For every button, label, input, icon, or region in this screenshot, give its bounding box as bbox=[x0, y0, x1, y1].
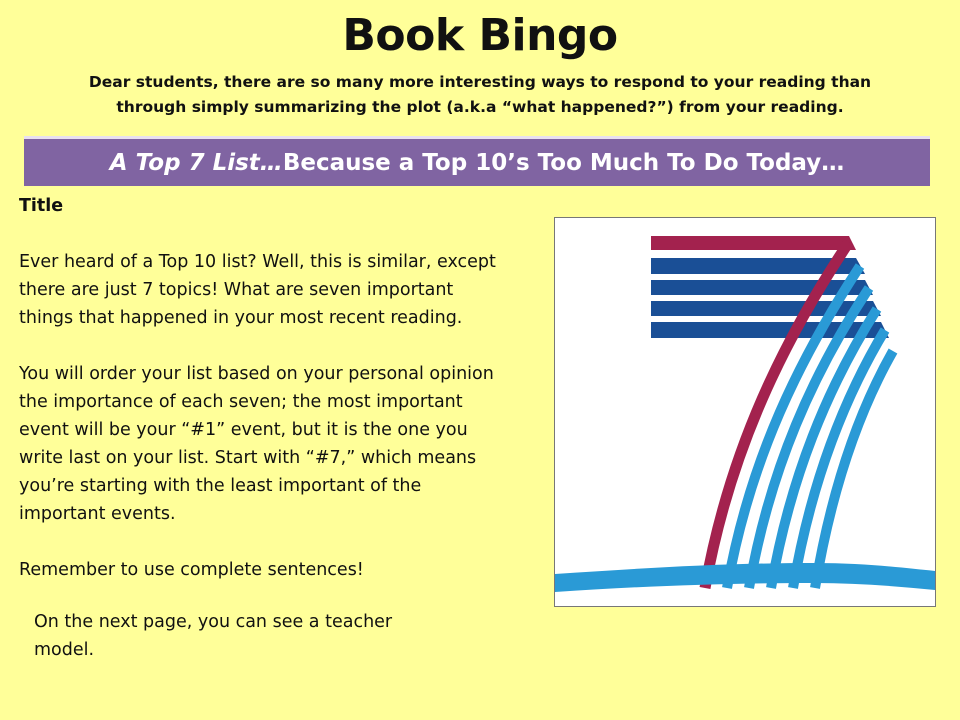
para1-line-3: things that happened in your most recent reading. bbox=[19, 308, 463, 328]
footer-note bbox=[34, 608, 454, 664]
section-banner bbox=[24, 136, 930, 186]
logo-base-wave bbox=[555, 563, 935, 592]
para1-line-2: there are just 7 topics! What are seven important bbox=[19, 280, 454, 300]
intro-text bbox=[60, 70, 900, 120]
para2-line-2: the importance of each seven; the most important bbox=[19, 392, 463, 412]
footer-line-2: model. bbox=[34, 640, 95, 660]
logo-stripe-3 bbox=[651, 301, 881, 316]
logo-stripe-maroon bbox=[651, 236, 856, 250]
footer-line-1: On the next page, you can see a teacher bbox=[34, 612, 393, 632]
instructions-heading: Title bbox=[19, 196, 64, 216]
page-title: Book Bingo bbox=[342, 10, 618, 61]
para2-line-6: important events. bbox=[19, 504, 176, 524]
para2-line-4: write last on your list. Start with “#7,” which means bbox=[19, 448, 477, 468]
para1-line-1: Ever heard of a Top 10 list? Well, this is similar, except bbox=[19, 252, 496, 272]
banner-text: Because a Top 10’s Too Much To Do Today… bbox=[282, 149, 845, 176]
logo-image bbox=[554, 217, 936, 607]
intro-line-2: through simply summarizing the plot (a.k.a “what happened?”) from your reading. bbox=[116, 98, 844, 116]
paragraph-gap bbox=[19, 528, 559, 556]
logo-stripe-4 bbox=[651, 322, 889, 338]
para2-line-5: you’re starting with the least important of the bbox=[19, 476, 422, 496]
para3: Remember to use complete sentences! bbox=[19, 560, 364, 580]
para2-line-1: You will order your list based on your personal opinion bbox=[19, 364, 494, 384]
instructions bbox=[19, 192, 559, 584]
banner-italic-text: A Top 7 List… bbox=[109, 149, 283, 176]
paragraph-gap bbox=[19, 220, 559, 248]
paragraph-gap bbox=[19, 332, 559, 360]
para2-line-3: event will be your “#1” event, but it is the one you bbox=[19, 420, 468, 440]
intro-line-1: Dear students, there are so many more interesting ways to respond to your reading than bbox=[88, 73, 872, 91]
seven-stripes-logo-icon bbox=[555, 218, 935, 606]
